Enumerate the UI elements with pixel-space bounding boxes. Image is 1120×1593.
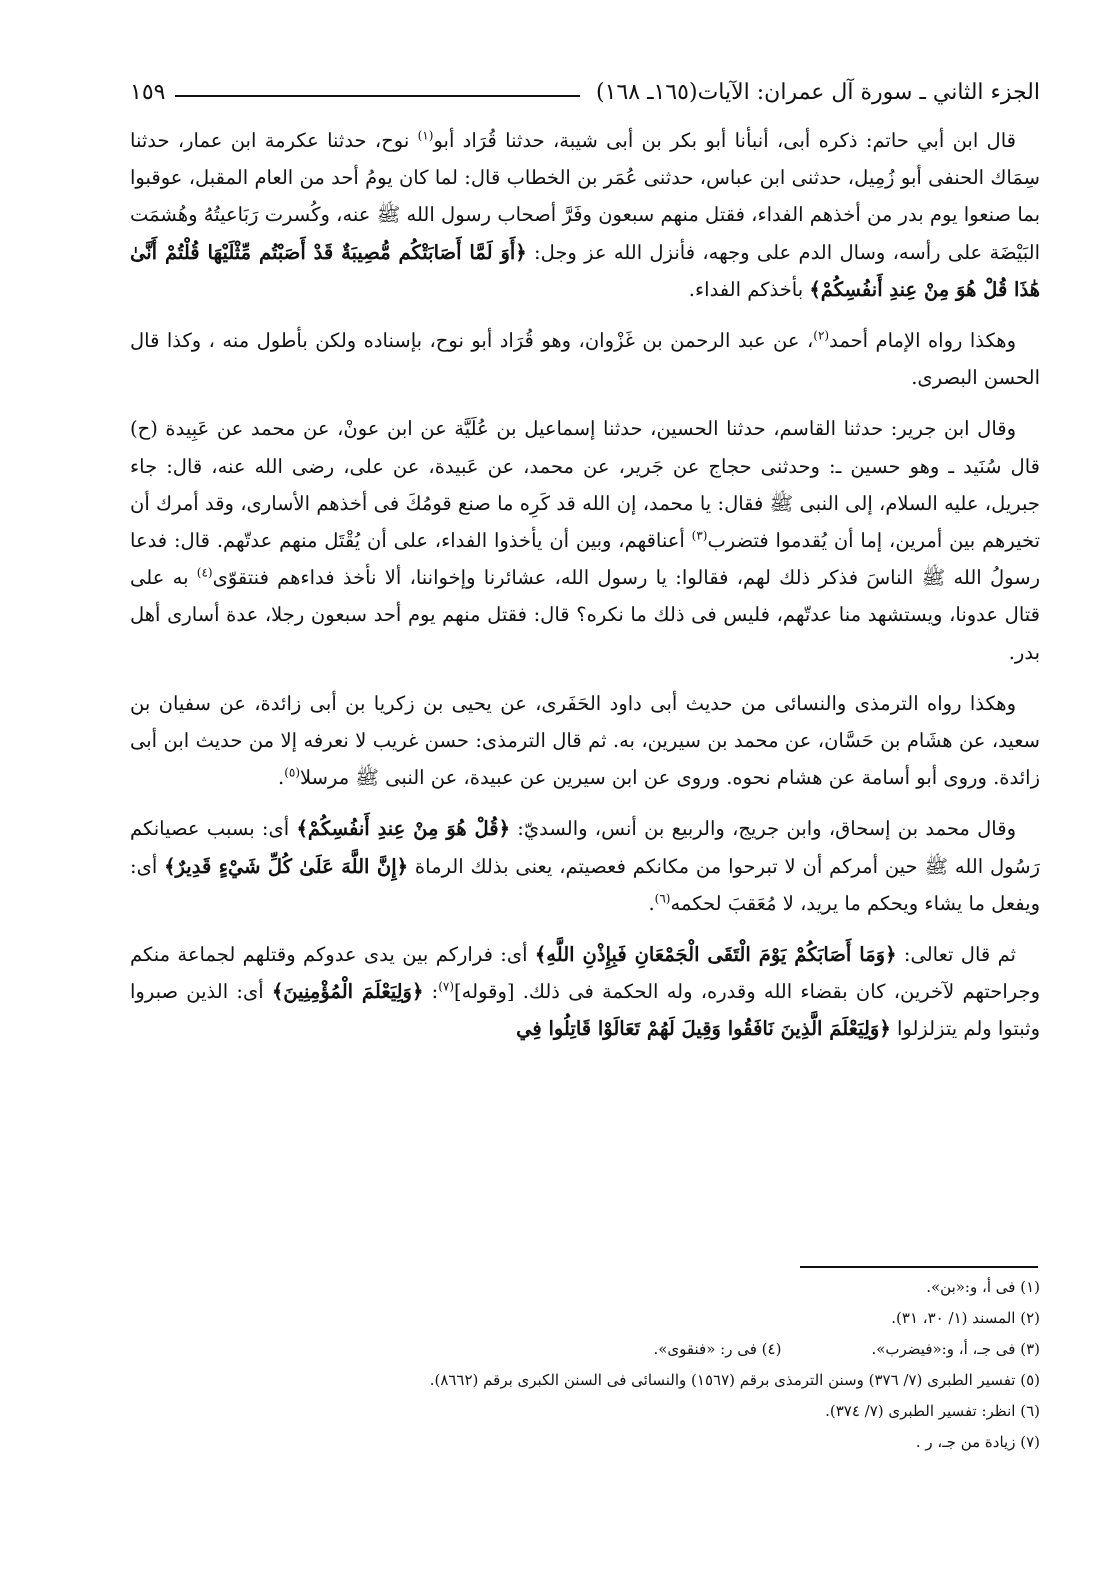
footnote-5: (٥) تفسير الطبرى (٧/ ٣٧٦) وسنن الترمذى برقم (١٥٦٧) والنسائى فى السنن الكبرى برقم (٨٦٦٢).	[429, 1371, 1040, 1389]
quran-quote: ﴿وَلِيَعْلَمَ الْمُؤْمِنِينَ﴾	[271, 980, 424, 1004]
quran-quote: ﴿قُلْ هُوَ مِنْ عِندِ أَنفُسِكُمْ﴾	[296, 817, 511, 841]
text: .	[278, 766, 285, 790]
text: به على قتال عدونا، ويستشهد منا عدتّهم، فليس فى ذلك ما نكره؟ قال: فقتل منهم يوم أحد سبعون رجلا، عدة أسارى أهل بدر.	[130, 566, 1040, 664]
running-header	[130, 72, 1040, 112]
quran-quote: ﴿وَلِيَعْلَمَ الَّذِينَ نَافَقُوا وَقِيلَ لَهُمْ تَعَالَوْا قَاتِلُوا فِي	[516, 1017, 891, 1041]
footnote-1: (١) فى أ، و:«بن».	[926, 1278, 1040, 1296]
footnote-3: (٣) فى جـ، أ، و:«فيضرب».	[871, 1340, 1040, 1358]
page-number: ١٥٩	[130, 79, 166, 105]
text: ثم قال تعالى:	[896, 943, 1016, 967]
footnote-ref-7[interactable]: (٧)	[438, 979, 455, 994]
text: وقال محمد بن إسحاق، وابن جريج، والربيع بن أنس، والسديّ:	[510, 817, 1016, 841]
text: نوح، حدثنا عكرمة ابن عمار، حدثنا سِمَاك الحنفى أبو زُمِيل، حدثنى ابن عباس، حدثنى عُمَر بن الخطاب قال: لما كان يومُ أحد من العام المقبل، عوقبوا بما صنعوا يوم بدر من أخذهم الفداء، فقتل منهم سبعون وفَرَّ أصحاب رسول الله ﷺ عنه، وكُسرت رَبَاعيتُهُ وهُشمَت البَيْضَة على رأسه، وسال الدم على وجهه، فأنزل الله عز وجل:	[130, 129, 1040, 264]
footnote-row-3-4	[130, 1334, 1040, 1365]
text: :	[423, 980, 439, 1004]
paragraph-2	[130, 322, 1040, 396]
text: بأخذكم الفداء.	[688, 277, 810, 301]
paragraph-3	[130, 410, 1040, 670]
quran-quote: ﴿إِنَّ اللَّهَ عَلَىٰ كُلِّ شَيْءٍ قَدِيرٌ﴾	[164, 854, 409, 878]
footnotes	[130, 1272, 1040, 1458]
footnote-ref-1[interactable]: (١)	[417, 128, 434, 143]
footnote-2: (٢) المسند (١/ ٣٠، ٣١).	[891, 1309, 1040, 1327]
footnote-4: (٤) فى ر: «فنقوى».	[653, 1340, 782, 1358]
quran-quote: ﴿أَوَ لَمَّا أَصَابَتْكُم مُّصِيبَةٌ قَدْ أَصَبْتُم مِّثْلَيْهَا قُلْتُمْ أَنَّىٰ هَٰذَا قُلْ هُوَ مِنْ عِندِ أَنفُسِكُمْ﴾	[130, 240, 1040, 301]
footnote-ref-6[interactable]: (٦)	[654, 891, 671, 906]
text: قال ابن أبي حاتم: ذكره أبى، أنبأنا أبو بكر بن أبى شيبة، حدثنا قُرَاد أبو	[433, 129, 1016, 152]
text: أى: بسبب عصيانكم رَسُول الله ﷺ حين أمركم أن لا تبرحوا من مكانكم فعصيتم، يعنى بذلك الرماة	[130, 817, 1040, 878]
footnote-separator	[800, 1266, 1038, 1268]
text: .	[648, 891, 655, 915]
header-title: الجزء الثاني ـ سورة آل عمران: الآيات(١٦٥ـ ١٦٨)	[596, 79, 1040, 105]
text: أى: الذين صبروا وثبتوا ولم يتزلزلوا	[130, 980, 1040, 1041]
text: وقال ابن جرير: حدثنا القاسم، حدثنا الحسين، حدثنا إسماعيل بن عُلَيَّة عن ابن عونْ، عن محمد عن عَبِيدة (ح) قال سُنَيد ـ وهو حسين ـ: وحدثنى حجاج عن جَرير، عن محمد، عن عَبيدة، عن على، رضى الله عنه، قال: جاء جبريل، عليه السلام، إلى النبى ﷺ فقال: يا محمد، إن الله قد كَرِه ما صنع قومُكَ فى أخذهم الأسارى، وقد أمرك أن تخيرهم بين أمرين، إما أن يُقدموا فتضرب	[130, 417, 1040, 553]
footnote-ref-2[interactable]: (٢)	[813, 328, 830, 343]
main-text	[130, 122, 1040, 1062]
footnote-ref-3[interactable]: (٣)	[691, 528, 708, 543]
text: أعناقهم، وبين أن يأخذوا الفداء، على أن يُقْتَل منهم عدتّهم. قال: فدعا رسولُ الله ﷺ الناسَ فذكر ذلك لهم، فقالوا: يا رسول الله، عشائرنا وإخواننا، ألا نأخذ فداءهم فنتقوّى	[130, 529, 1040, 590]
text: وهكذا رواه الإمام أحمد	[829, 329, 1016, 353]
quran-quote: ﴿وَمَا أَصَابَكُمْ يَوْمَ الْتَقَى الْجَمْعَانِ فَبِإِذْنِ اللَّهِ﴾	[534, 943, 897, 967]
text: وهكذا رواه الترمذى والنسائى من حديث أبى داود الحَفَرى، عن يحيى بن زكريا بن أبى زائدة، عن سفيان بن سعيد، عن هشَام بن حَسَّان، عن محمد بن سيرين، به. ثم قال الترمذى: حسن غريب لا نعرفه إلا من حديث ابن أبى زائدة. وروى أبو أسامة عن هشام نحوه. وروى عن ابن سيرين عن عبيدة، عن النبى ﷺ مرسلا	[130, 691, 1040, 790]
footnote-6: (٦) انظر: تفسير الطبرى (٧/ ٣٧٤).	[825, 1402, 1040, 1420]
header-rule	[175, 95, 580, 97]
text: أى: ويفعل ما يشاء ويحكم ما يريد، لا مُعَقبَ لحكمه	[130, 854, 1040, 915]
footnote-7: (٧) زيادة من جـ، ر .	[915, 1433, 1040, 1451]
footnote-ref-4[interactable]: (٤)	[196, 565, 213, 580]
text: ، عن عبد الرحمن بن غَزْوان، وهو قُرَاد أبو نوح، بإسناده ولكن بأطول منه ، وكذا قال الحسن البصرى.	[130, 329, 1040, 390]
paragraph-1	[130, 122, 1040, 308]
paragraph-6	[130, 936, 1040, 1048]
paragraph-4	[130, 685, 1040, 797]
text: أى: فراركم بين يدى عدوكم وقتلهم لجماعة منكم وجراحتهم لآخرين، كان بقضاء الله وقدره، وله الحكمة فى ذلك. [وقوله]	[130, 943, 1040, 1004]
footnote-ref-5[interactable]: (٥)	[284, 765, 301, 780]
paragraph-5	[130, 810, 1040, 922]
